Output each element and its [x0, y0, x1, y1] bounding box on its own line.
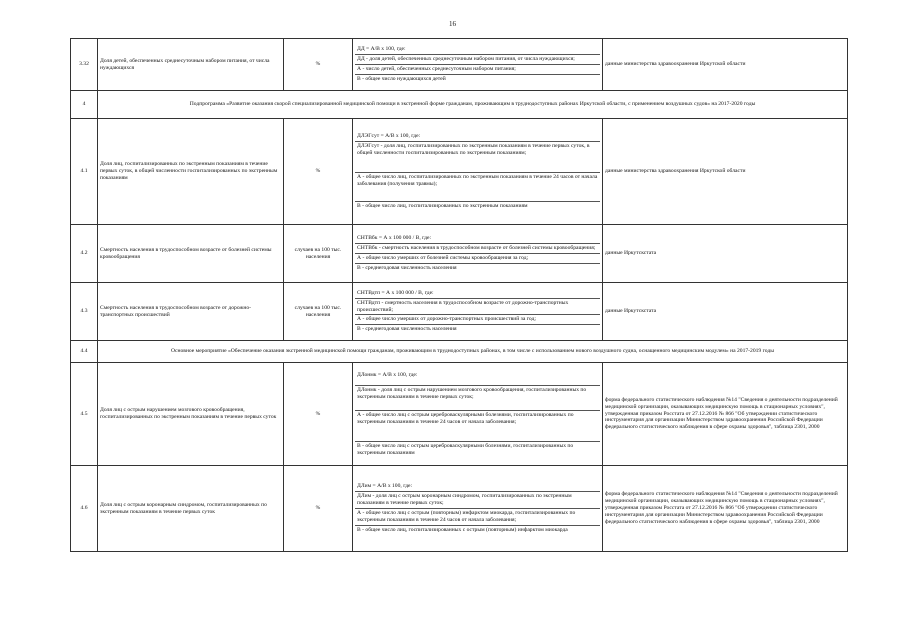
formula-cell	[353, 39, 603, 91]
formula-line: ДЛонмк - доля лиц с острым нарушением мозгового кровообращения, госпитализированных по экстренным показаниям в течение первых суток;	[355, 386, 600, 411]
formula-line: ДЛЭГсут = А/В х 100, где:	[355, 132, 600, 142]
formula-line: ДЛонмк = А/В х 100, где:	[355, 371, 600, 386]
formula-line: В - среднегодовая численность населения	[357, 264, 457, 271]
unit-cell: %	[284, 466, 353, 552]
formula-line: ДД - доля детей, обеспеченных среднесуточным набором питания, от числа нуждающихся;	[355, 55, 600, 65]
unit-cell: случаев на 100 тыс. населения	[284, 225, 353, 283]
formula-cell	[353, 363, 603, 466]
unit-cell: %	[284, 39, 353, 91]
row-number: 4	[71, 91, 98, 119]
source-cell: форма федерального статистического наблюдения №14 "Сведения о деятельности подразделений медицинской организации, оказывающих медицинскую помощь в стационарных условиях", утвержденная приказом Росстата от 27.12.2016 № 866 "Об утверждении статистического инструментария для организации Министерством здравоохранения Российской Федерации федерального статистического наблюдения в сфере охраны здоровья", таблица 2301, 2000	[603, 466, 848, 552]
formula-cell	[353, 466, 603, 552]
formula-line: В - среднегодовая численность населения	[357, 326, 457, 333]
formula-line: А - общее число лиц с острым (повторным) инфарктом миокарда, госпитализированных по экстренным показаниям в течение 24 часов от начала заболевания;	[355, 509, 600, 526]
formula-line: А - общее число лиц, госпитализированных по экстренным показаниям в течение 24 часов от начала заболевания (получения травмы);	[355, 173, 600, 202]
table-row	[71, 283, 848, 341]
indicator-name: Доля лиц с острым коронарным синдромом, госпитализированных по экстренным показаниям в течение первых суток	[98, 466, 284, 552]
subprogram-title: Подпрограмма «Развитие оказания скорой специализированной медицинской помощи в экстренной форме гражданам, проживающим в труднодоступных районах Иркутской области, с применением воздушных судов» на 2017-2020 годы	[98, 91, 848, 119]
formula-line: В - общее число лиц, госпитализированных по экстренным показаниям	[357, 203, 528, 209]
row-number: 3.32	[71, 39, 98, 91]
source-cell: форма федерального статистического наблюдения №14 "Сведения о деятельности подразделений медицинской организации, оказывающих медицинскую помощь в стационарных условиях", утвержденная приказом Росстата от 27.12.2016 № 866 "Об утверждении статистического инструментария для организации Министерством здравоохранения Российской Федерации федерального статистического наблюдения в сфере охраны здоровья", таблица 2301, 2000	[603, 363, 848, 466]
table-row	[71, 225, 848, 283]
indicator-name: Доля лиц, госпитализированных по экстренным показаниям в течение первых суток, в общей численности госпитализированных по экстренным показаниям	[98, 119, 284, 225]
formula-line: А - общее число умерших от болезней системы кровообращения за год;	[355, 254, 600, 264]
table-row	[71, 39, 848, 91]
source-cell: данные Иркутскстата	[603, 225, 848, 283]
table-row	[71, 341, 848, 363]
formula-line: СНТВбк = А х 100 000 / В, где:	[355, 234, 600, 244]
table-row	[71, 119, 848, 225]
indicator-name: Доля лиц с острым нарушением мозгового кровообращения, госпитализированных по экстренным показаниям в течение первых суток	[98, 363, 284, 466]
formula-line: СНТВбк - смертность населения в трудоспособном возрасте от болезней системы кровообращения;	[355, 244, 600, 254]
formula-line: ДД = А/В х 100, где:	[355, 45, 600, 55]
formula-cell	[353, 283, 603, 341]
source-cell: данные министерства здравоохранения Иркутской области	[603, 39, 848, 91]
formula-line: В - общее число лиц с острым цереброваскулярными болезнями, госпитализированных по экстренным показаниям	[357, 442, 574, 456]
indicator-name: Смертность населения в трудоспособном возрасте от дорожно-транспортных происшествий	[98, 283, 284, 341]
formula-cell	[353, 225, 603, 283]
formula-line: СНТВдтп - смертность населения в трудоспособном возрасте от дорожно-транспортных происшествий;	[355, 299, 600, 316]
page-number: 16	[449, 20, 456, 28]
indicators-table	[70, 38, 848, 552]
unit-cell: %	[284, 119, 353, 225]
row-number: 4.5	[71, 363, 98, 466]
row-number: 4.2	[71, 225, 98, 283]
unit-cell: случаев на 100 тыс. населения	[284, 283, 353, 341]
table-row	[71, 466, 848, 552]
row-number: 4.6	[71, 466, 98, 552]
source-cell: данные министерства здравоохранения Иркутской области	[603, 119, 848, 225]
unit-cell: %	[284, 363, 353, 466]
formula-line: А - общее число умерших от дорожно-транспортных происшествий за год;	[355, 315, 600, 325]
formula-line: СНТВдтп = А х 100 000 / В, где:	[355, 289, 600, 299]
formula-line: ДЛим - доля лиц с острым коронарным синдромом, госпитализированных по экстренным показаниям в течение первых суток;	[355, 492, 600, 509]
row-number: 4.4	[71, 341, 98, 363]
formula-line: В - общее число лиц, госпитализированных с острым (повторным) инфарктом миокарда	[357, 526, 568, 533]
main-activity-title: Основное мероприятие «Обеспечение оказания экстренной медицинской помощи гражданам, проживающим в труднодоступных районах, в том числе с использованием нового воздушного судна, оснащенного медицинским модулем» на 2017-2019 годы	[98, 341, 848, 363]
row-number: 4.3	[71, 283, 98, 341]
formula-line: В - общее число нуждающихся детей	[357, 75, 446, 82]
indicator-name: Смертность населения в трудоспособном возрасте от болезней системы кровообращения	[98, 225, 284, 283]
source-cell: данные Иркутскстата	[603, 283, 848, 341]
formula-line: А - общее число лиц с острым цереброваскулярными болезнями, госпитализированных по экстренным показаниям в течение 24 часов от начала заболевания;	[355, 411, 600, 442]
indicator-name: Доля детей, обеспеченных среднесуточным набором питания, от числа нуждающихся	[98, 39, 284, 91]
row-number: 4.1	[71, 119, 98, 225]
table-row	[71, 91, 848, 119]
formula-line: А - число детей, обеспеченных среднесуточным набором питания;	[355, 65, 600, 75]
formula-line: ДЛЭГсут - доля лиц, госпитализированных по экстренным показаниям в течение первых суток, в общей численности госпитализированных по экстренным показаниям;	[355, 142, 600, 173]
formula-cell	[353, 119, 603, 225]
formula-line: ДЛим = А/В х 100, где:	[355, 482, 600, 492]
table-row	[71, 363, 848, 466]
